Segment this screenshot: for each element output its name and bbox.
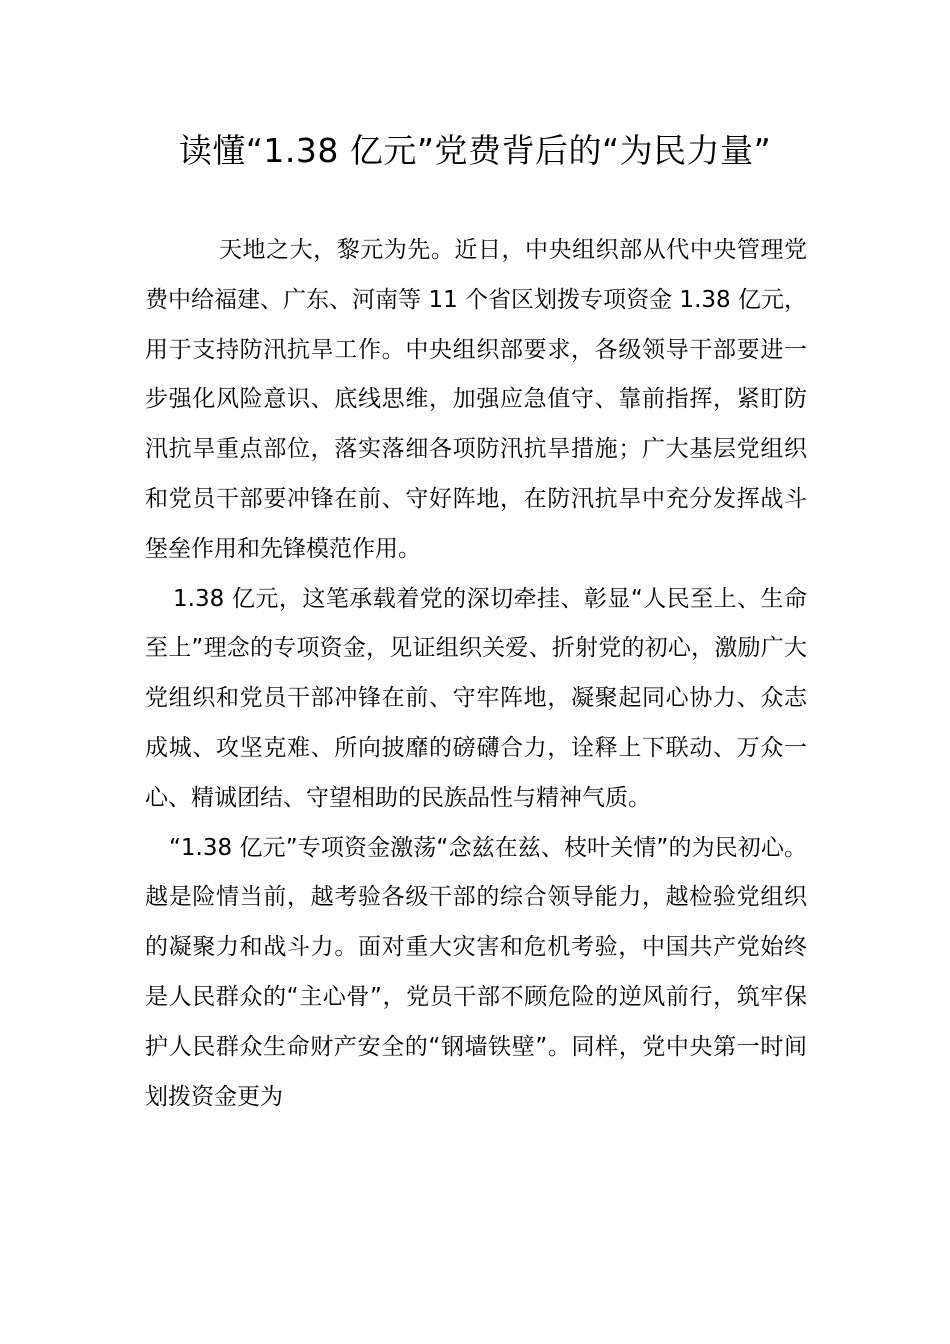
document-body bbox=[145, 226, 807, 1122]
paragraph-2: 1.38 亿元，这笔承载着党的深切牵挂、彰显“人民至上、生命至上”理念的专项资金，见证组织关爱、折射党的初心，激励广大党组织和党员干部冲锋在前、守牢阵地，凝聚起同心协力、众志成城、攻坚克难、所向披靡的磅礴合力，诠释上下联动、万众一心、精诚团结、守望相助的民族品性与精神气质。 bbox=[145, 585, 807, 811]
paragraph-3: “1.38 亿元”专项资金激荡“念兹在兹、枝叶关情”的为民初心。越是险情当前，越考验各级干部的综合领导能力，越检验党组织的凝聚力和战斗力。面对重大灾害和危机考验，中国共产党始终是人民群众的“主心骨”，党员干部不顾危险的逆风前行，筑牢保护人民群众生命财产安全的“钢墙铁壁”。同样，党中央第一时间划拨资金更为 bbox=[145, 834, 807, 1110]
document-title: 读懂“1.38 亿元”党费背后的“为民力量” bbox=[178, 131, 772, 170]
paragraph-1: 天地之大，黎元为先。近日，中央组织部从代中央管理党费中给福建、广东、河南等 11 个省区划拨专项资金 1.38 亿元，用于支持防汛抗旱工作。中央组织部要求，各级领导干部要进一步强化风险意识、底线思维，加强应急值守、靠前指挥，紧盯防汛抗旱重点部位，落实落细各项防汛抗旱措施；广大基层党组织和党员干部要冲锋在前、守好阵地，在防汛抗旱中充分发挥战斗堡垒作用和先锋模范作用。 bbox=[145, 237, 807, 562]
